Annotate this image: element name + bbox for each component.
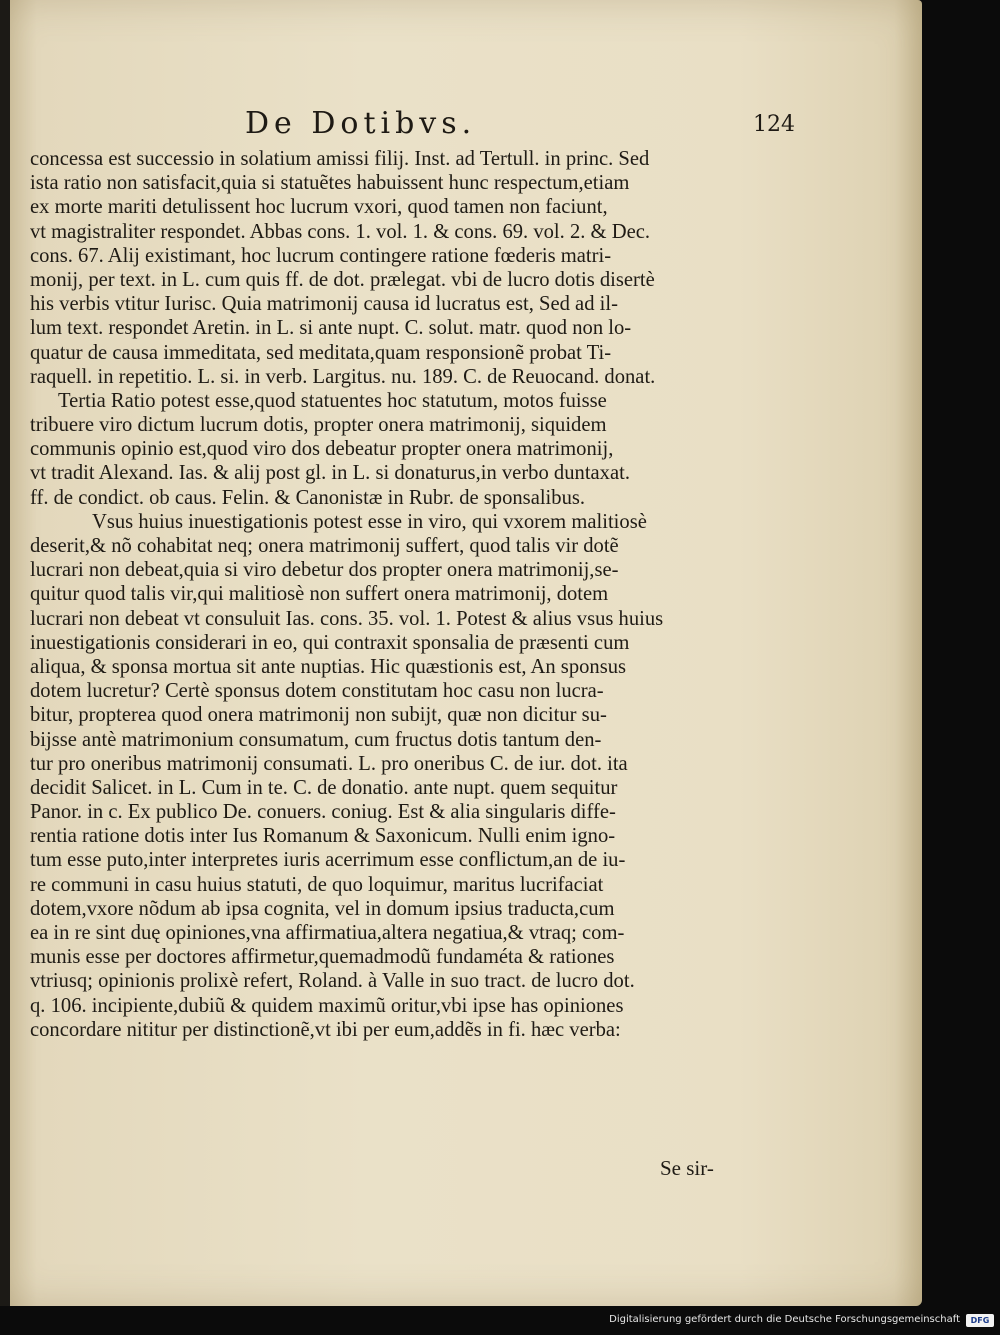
body-text — [30, 147, 755, 1042]
text-line: vt tradit Alexand. Ias. & alij post gl. in L. si donaturus,in verbo duntaxat. — [30, 462, 630, 485]
text-line: munis esse per doctores affirmetur,quemadmodũ fundaméta & rationes — [30, 946, 615, 969]
text-line: dotem lucretur? Certè sponsus dotem constitutam hoc casu non lucra- — [30, 680, 604, 703]
text-line: lum text. respondet Aretin. in L. si ante nupt. C. solut. matr. quod non lo- — [30, 317, 632, 340]
running-title: De Dotibvs. — [245, 106, 477, 141]
text-line: lucrari non debeat vt consuluit Ias. cons. 35. vol. 1. Potest & alius vsus huius — [30, 607, 664, 630]
text-line: ex morte mariti detulissent hoc lucrum vxori, quod tamen non faciunt, — [30, 196, 608, 219]
text-line: vt magistraliter respondet. Abbas cons. 1. vol. 1. & cons. 69. vol. 2. & Dec. — [30, 220, 651, 243]
text-line: dotem,vxore nõdum ab ipsa cognita, vel in domum ipsius traducta,cum — [30, 897, 615, 920]
text-line: deserit,& nõ cohabitat neq; onera matrimonij suffert, quod talis vir dotẽ — [30, 535, 619, 557]
text-line: Panor. in c. Ex publico De. conuers. coniug. Est & alia singularis diffe- — [30, 801, 616, 824]
text-line: inuestigationis considerari in eo, qui contraxit sponsalia de præsenti cum — [30, 631, 630, 654]
text-line: concordare nititur per distinctionẽ,vt ibi per eum,addẽs in fi. hæc verba: — [30, 1018, 621, 1041]
catchword: Se sir- — [660, 1156, 714, 1180]
text-line: tribuere viro dictum lucrum dotis, propter onera matrimonij, siquidem — [30, 414, 607, 437]
text-line: Tertia Ratio potest esse,quod statuentes hoc statutum, motos fuisse — [58, 389, 607, 412]
text-line: lucrari non debeat,quia si viro debetur dos propter onera matrimonij,se- — [30, 559, 619, 582]
funding-credit: Digitalisierung gefördert durch die Deutsche Forschungsgemeinschaft — [609, 1314, 960, 1325]
text-line: vtriusq; opinionis prolixè refert, Roland. à Valle in suo tract. de lucro dot. — [30, 970, 635, 993]
text-line: aliqua, & sponsa mortua sit ante nuptias. Hic quæstionis est, An sponsus — [30, 655, 627, 678]
text-line: decidit Salicet. in L. Cum in te. C. de donatio. ante nupt. quem sequitur — [30, 776, 618, 799]
text-line: tum esse puto,inter interpretes iuris acerrimum esse conflictum,an de iu- — [30, 849, 626, 872]
text-line: tur pro oneribus matrimonij consumati. L. pro oneribus C. de iur. dot. ita — [30, 752, 628, 775]
text-line: raquell. in repetitio. L. si. in verb. Largitus. nu. 189. C. de Reuocand. donat. — [30, 365, 656, 388]
text-line: cons. 67. Alij existimant, hoc lucrum contingere ratione fœderis matri- — [30, 244, 612, 267]
text-line: monij, per text. in L. cum quis ff. de dot. prælegat. vbi de lucro dotis disertè — [30, 268, 655, 291]
text-line: ea in re sint duę opiniones,vna affirmatiua,altera negatiua,& vtraq; com- — [30, 922, 625, 944]
text-line: quitur quod talis vir,qui malitiosè non suffert onera matrimonij, dotem — [30, 583, 609, 606]
text-line: communis opinio est,quod viro dos debeatur propter onera matrimonij, — [30, 438, 614, 461]
footer-bar — [0, 1311, 1000, 1331]
text-line: rentia ratione dotis inter Ius Romanum & Saxonicum. Nulli enim igno- — [30, 825, 616, 848]
text-line: bitur, propterea quod onera matrimonij non subijt, quæ non dicitur su- — [30, 704, 607, 727]
text-line: re communi in casu huius statuti, de quo loquimur, maritus lucrifaciat — [30, 873, 604, 896]
page-gutter — [0, 0, 10, 1306]
text-line: concessa est successio in solatium amissi filij. Inst. ad Tertull. in princ. Sed — [30, 148, 650, 170]
page-number: 124 — [753, 112, 795, 137]
running-header — [40, 106, 795, 146]
dfg-logo-icon: DFG — [966, 1314, 994, 1327]
text-line: bijsse antè matrimonium consumatum, cum fructus dotis tantum den- — [30, 728, 602, 751]
text-line: Vsus huius inuestigationis potest esse in viro, qui vxorem malitiosè — [92, 510, 647, 533]
text-line: his verbis vtitur Iurisc. Quia matrimonij causa id lucratus est, Sed ad il- — [30, 293, 618, 316]
text-line: ista ratio non satisfacit,quia si statuẽtes habuissent hunc respectum,etiam — [30, 172, 630, 195]
text-line: quatur de causa immeditata, sed meditata,quam responsionẽ probat Ti- — [30, 341, 612, 364]
text-line: ff. de condict. ob caus. Felin. & Canonistæ in Rubr. de sponsalibus. — [30, 486, 586, 509]
text-line: q. 106. incipiente,dubiũ & quidem maximũ oritur,vbi ipse has opiniones — [30, 994, 624, 1017]
